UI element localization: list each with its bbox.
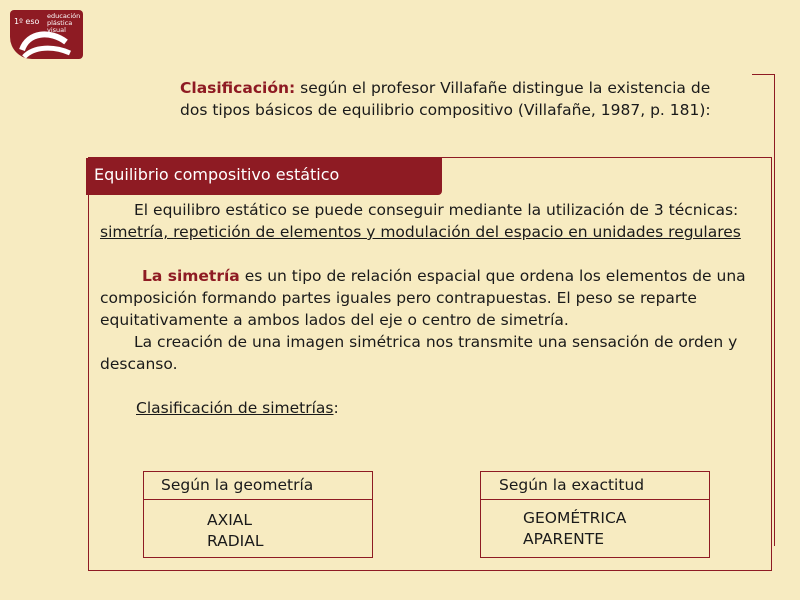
divider-right — [774, 74, 775, 546]
box-exactness-title: Según la exactitud — [481, 472, 709, 500]
panel-title: Equilibrio compositivo estático — [86, 158, 442, 195]
box-geometry — [143, 471, 373, 558]
paragraph-symmetry-effect: La creación de una imagen simétrica nos transmite una sensación de orden y descanso. — [100, 333, 738, 373]
intro-body: según el profesor Villafañe distingue la existencia de dos tipos básicos de equilibrio compositivo (Villafañe, 1987, p. 181): — [180, 79, 711, 119]
paragraph-symmetry: La simetría es un tipo de relación espacial que ordena los elementos de una composición formando partes iguales pero contrapuestas. El peso se reparte equitativamente a ambos lados del eje o centro de simetría. — [100, 267, 746, 329]
panel-body — [100, 199, 760, 419]
paragraph-techniques: El equilibro estático se puede conseguir mediante la utilización de 3 técnicas: simetría, repetición de elementos y modulación del espacio en unidades regulares — [100, 201, 741, 241]
list-item: GEOMÉTRICA — [523, 509, 627, 527]
intro-heading: Clasificación: — [180, 79, 296, 97]
list-item: AXIAL — [207, 511, 253, 529]
list-item: APARENTE — [523, 530, 604, 548]
symmetry-term: La simetría — [142, 267, 240, 285]
techniques-underlined: simetría, repetición de elementos y modulación del espacio en unidades regulares — [100, 223, 741, 241]
logo-subject: educación plástica visual — [47, 12, 81, 34]
box-geometry-title: Según la geometría — [144, 472, 372, 500]
classification-heading: Clasificación de simetrías: — [136, 399, 339, 417]
list-item: RADIAL — [207, 532, 264, 550]
divider-top — [752, 74, 774, 75]
logo — [10, 10, 83, 59]
box-geometry-items — [144, 500, 372, 552]
intro-text — [180, 77, 740, 121]
box-exactness — [480, 471, 710, 558]
box-exactness-items — [481, 500, 709, 550]
logo-grade: 1º eso — [14, 17, 40, 26]
